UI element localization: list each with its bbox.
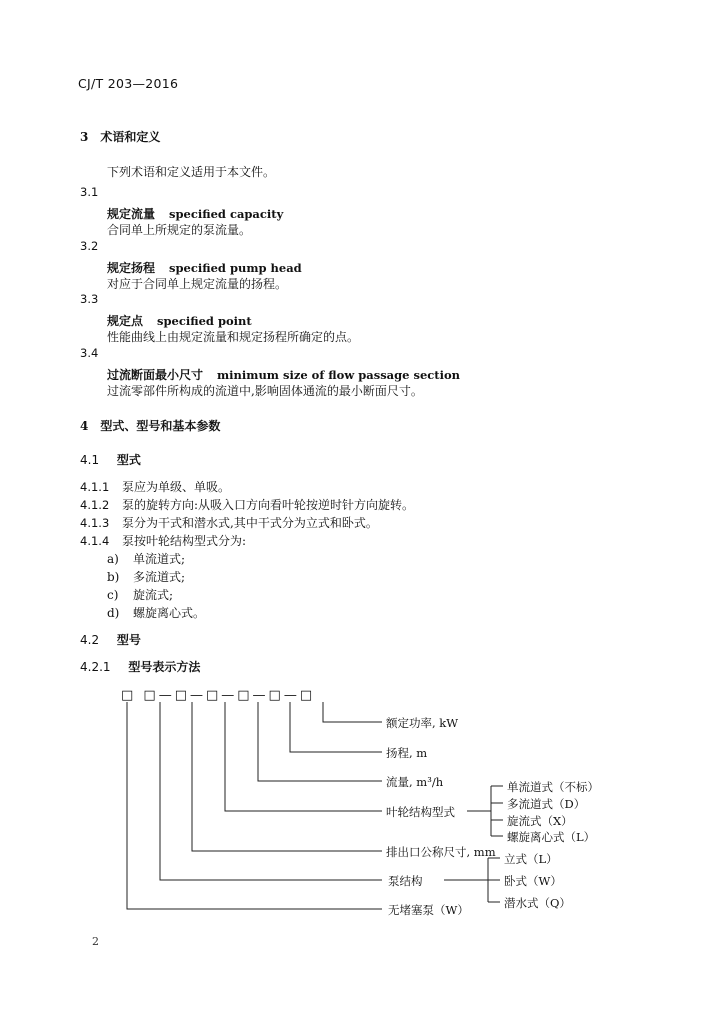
term-number: 3.2 (80, 239, 99, 253)
subsection-number: 4.1 (80, 453, 100, 467)
structure-option: 立式（L） (504, 852, 558, 866)
structure-option: 潜水式（Q） (504, 896, 571, 910)
clause-text: 泵的旋转方向:从吸入口方向看叶轮按逆时针方向旋转。 (122, 498, 415, 512)
label-pump-structure: 泵结构 (388, 874, 423, 888)
clause-text: 泵分为干式和潜水式,其中干式分为立式和卧式。 (122, 516, 378, 530)
clause-text: 泵应为单级、单吸。 (122, 480, 231, 494)
subsection-title: 型式 (116, 453, 141, 467)
term-zh: 规定点 (107, 314, 144, 328)
clause-text: 泵按叶轮结构型式分为: (122, 534, 247, 548)
list-text: 多流道式; (133, 570, 186, 584)
list-mark: b) (107, 570, 120, 584)
label-rated-power: 额定功率, kW (386, 716, 459, 730)
impeller-option: 单流道式（不标） (507, 780, 599, 794)
label-nonclog-pump: 无堵塞泵（W） (388, 903, 469, 917)
list-text: 单流道式; (133, 552, 186, 566)
term-number: 3.4 (80, 346, 99, 360)
term-number: 3.3 (80, 292, 99, 306)
section-3-intro: 下列术语和定义适用于本文件。 (107, 165, 276, 179)
model-code-boxes: □ □—□—□—□—□—□ (121, 688, 316, 703)
term-en: minimum size of flow passage section (217, 368, 460, 382)
term-zh: 规定扬程 (107, 261, 156, 275)
list-mark: d) (107, 606, 120, 620)
clause-number: 4.1.2 (80, 498, 110, 512)
structure-option: 卧式（W） (504, 874, 562, 888)
list-mark: c) (107, 588, 119, 602)
list-mark: a) (107, 552, 119, 566)
term-zh: 规定流量 (107, 207, 156, 221)
section-4-heading: 4 型式、型号和基本参数 (80, 419, 221, 433)
label-head: 扬程, m (386, 746, 428, 760)
label-outlet-size: 排出口公称尺寸, mm (386, 845, 496, 859)
term-number: 3.1 (80, 185, 99, 199)
section-3-heading: 3 术语和定义 (80, 130, 161, 144)
subsection-number: 4.2.1 (80, 660, 111, 674)
page-number: 2 (92, 935, 99, 948)
term-en: specified pump head (169, 261, 302, 275)
term-definition: 过流零部件所构成的流道中,影响固体通流的最小断面尺寸。 (107, 384, 423, 398)
subsection-title: 型号表示方法 (128, 660, 201, 674)
term-en: specified point (157, 314, 252, 328)
term-definition: 对应于合同单上规定流量的扬程。 (107, 277, 288, 291)
subsection-title: 型号 (116, 633, 141, 647)
impeller-option: 螺旋离心式（L） (507, 830, 596, 844)
clause-number: 4.1.1 (80, 480, 110, 494)
list-text: 螺旋离心式。 (133, 606, 206, 620)
term-zh: 过流断面最小尺寸 (107, 368, 204, 382)
term-definition: 合同单上所规定的泵流量。 (107, 223, 252, 237)
label-impeller-type: 叶轮结构型式 (386, 805, 455, 819)
subsection-number: 4.2 (80, 633, 100, 647)
clause-number: 4.1.4 (80, 534, 110, 548)
impeller-option: 多流道式（D） (507, 797, 586, 811)
clause-number: 4.1.3 (80, 516, 110, 530)
impeller-option: 旋流式（X） (507, 814, 573, 828)
label-flow: 流量, m³/h (386, 775, 444, 789)
term-en: specified capacity (169, 207, 284, 221)
standard-number: CJ/T 203—2016 (78, 76, 179, 91)
term-definition: 性能曲线上由规定流量和规定扬程所确定的点。 (107, 330, 360, 344)
list-text: 旋流式; (133, 588, 174, 602)
